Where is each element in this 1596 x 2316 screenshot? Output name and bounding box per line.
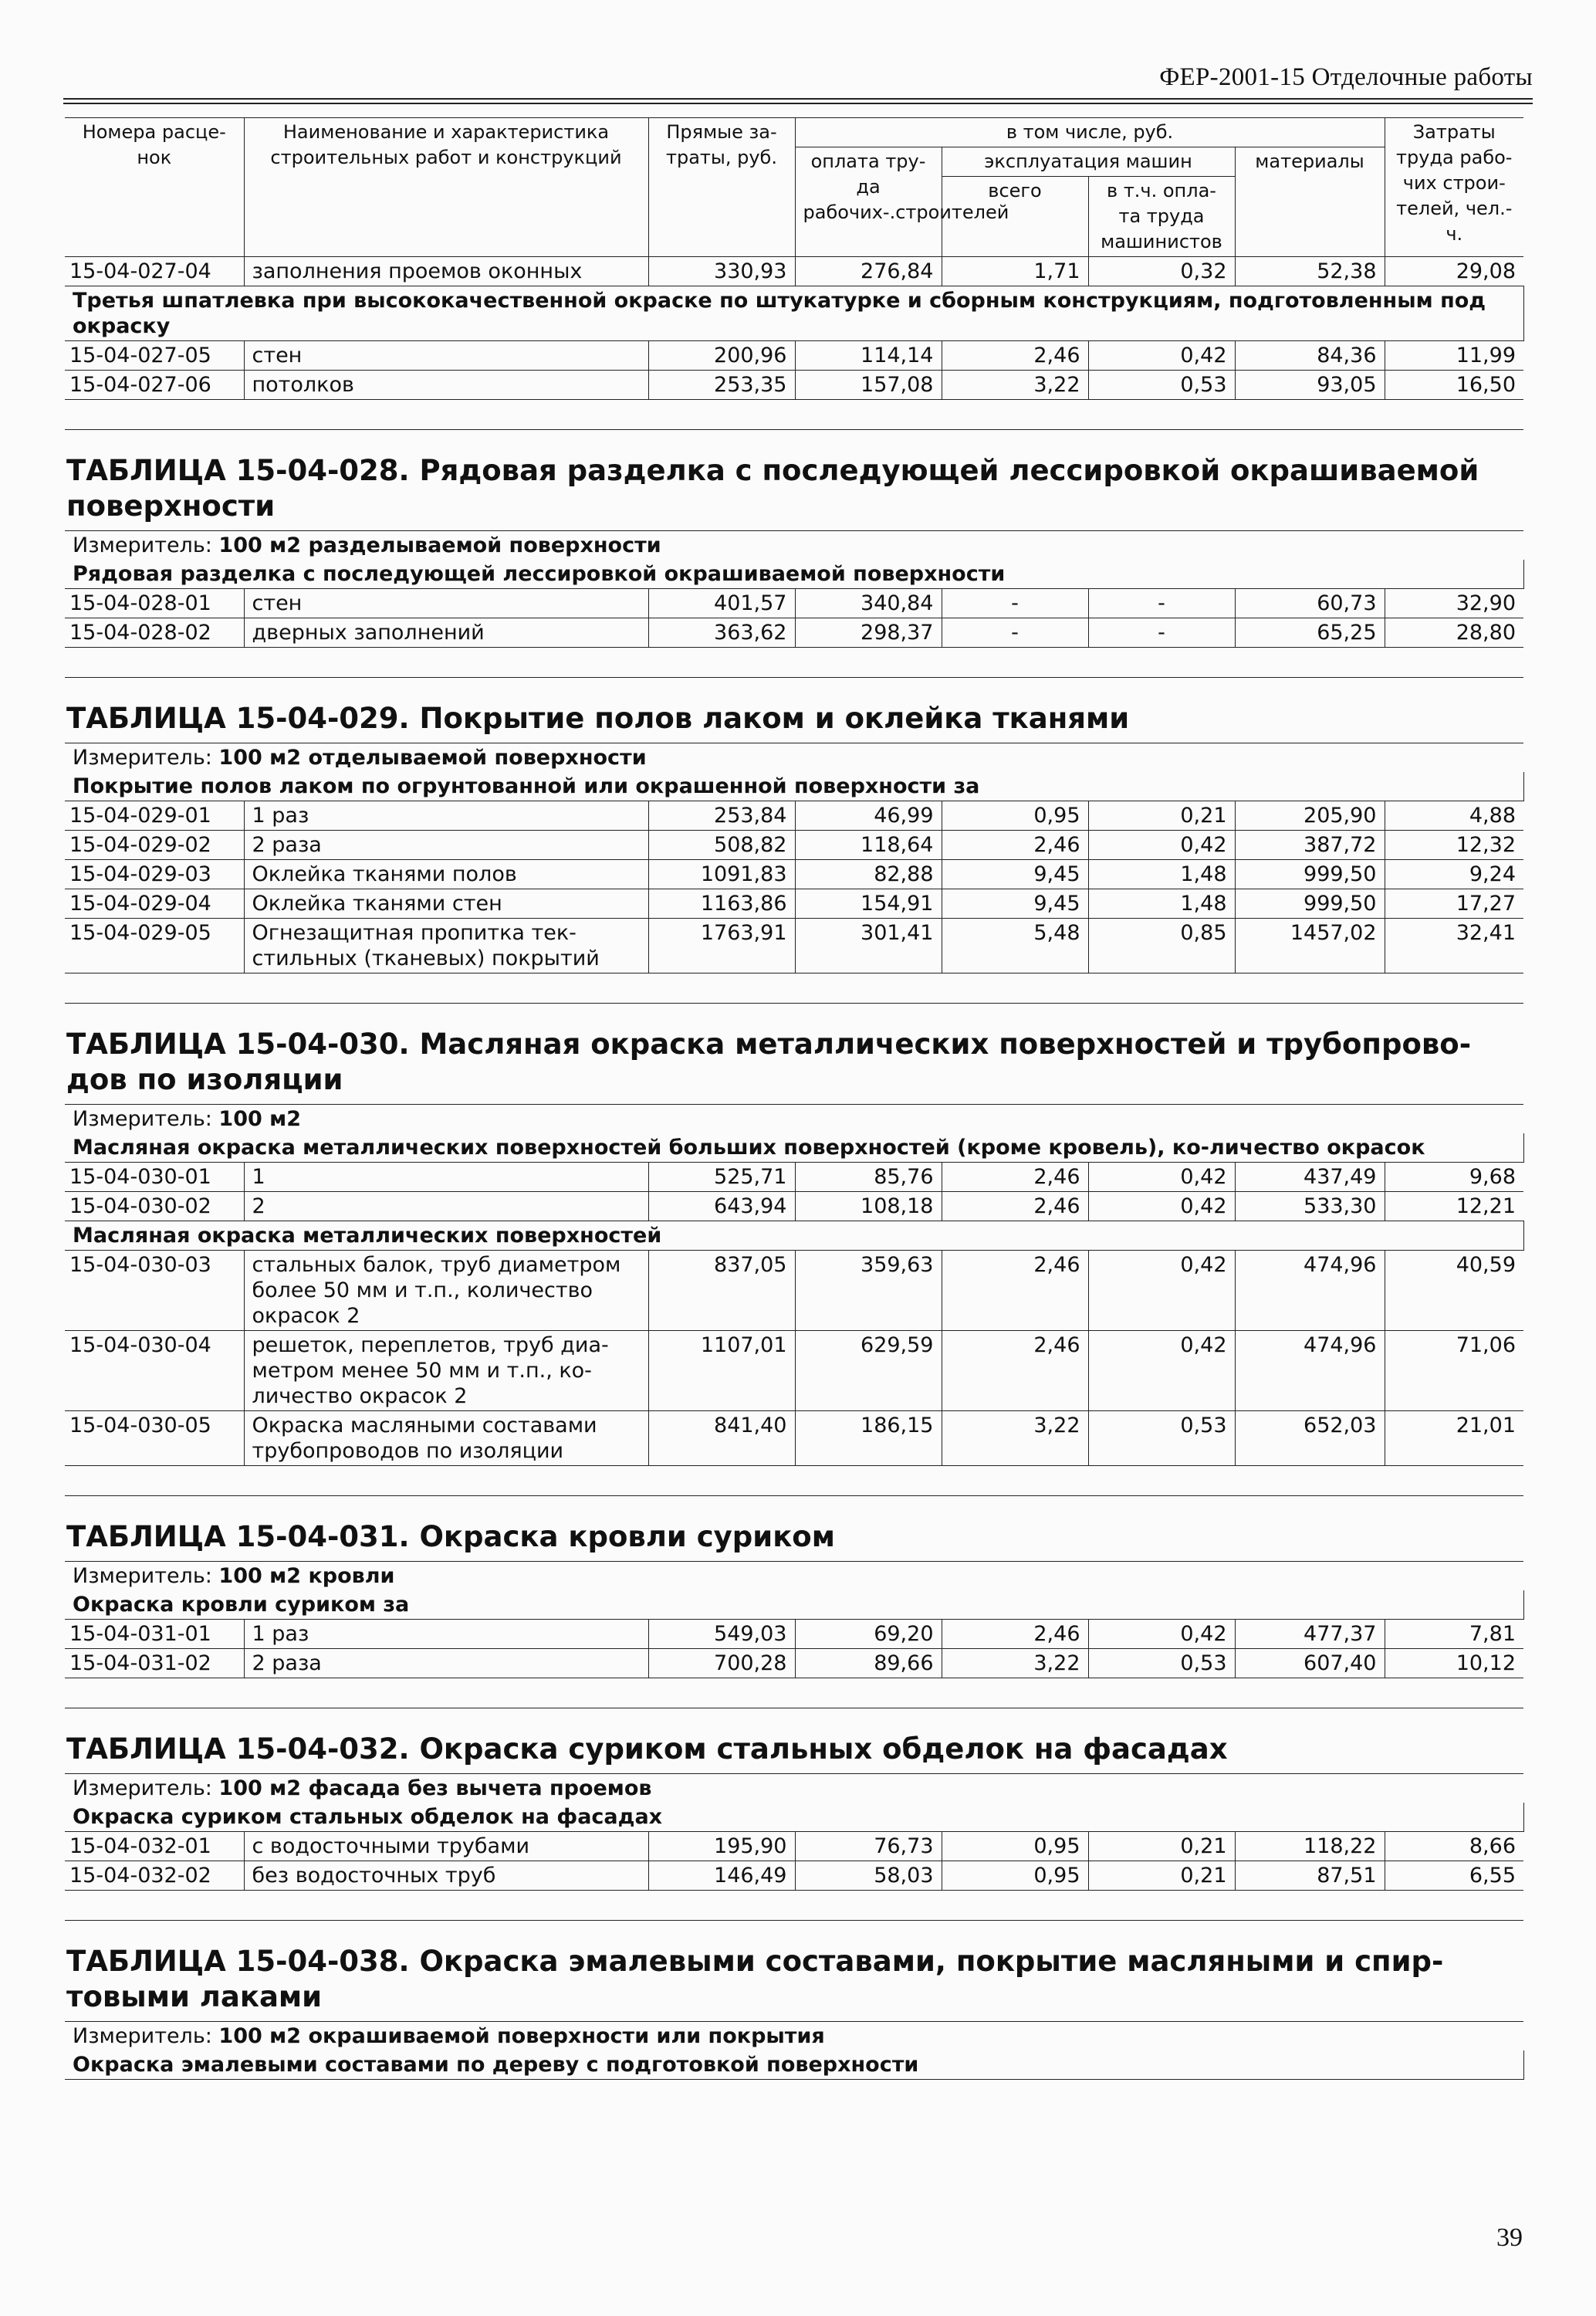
labor-hours: 29,08 <box>1385 257 1523 286</box>
header-rule <box>63 98 1533 100</box>
direct-cost: 508,82 <box>648 831 795 860</box>
work-name: 1 раз <box>244 801 648 831</box>
materials-cost: 474,96 <box>1235 1331 1385 1411</box>
rate-code: 15-04-030-03 <box>65 1251 244 1331</box>
materials-cost: 474,96 <box>1235 1251 1385 1331</box>
machine-cost: 9,45 <box>942 860 1088 889</box>
labor-pay: 76,73 <box>795 1832 942 1861</box>
direct-cost: 1163,86 <box>648 889 795 919</box>
labor-hours: 10,12 <box>1385 1649 1523 1678</box>
table-row <box>65 1861 1523 1891</box>
machinist-pay: - <box>1088 618 1235 648</box>
measure-value: 100 м2 кровли <box>218 1564 395 1588</box>
column-header-row <box>65 118 1523 147</box>
table-title: ТАБЛИЦА 15-04-029. Покрытие полов лаком и оклейка тканями <box>65 678 1523 743</box>
rate-code: 15-04-031-02 <box>65 1649 244 1678</box>
table-row <box>65 1192 1523 1221</box>
labor-pay: 69,20 <box>795 1620 942 1649</box>
machine-cost: 9,45 <box>942 889 1088 919</box>
direct-cost: 363,62 <box>648 618 795 648</box>
spacer-row <box>65 1891 1523 1921</box>
direct-cost: 253,35 <box>648 371 795 400</box>
running-head: ФЕР-2001-15 Отделочные работы <box>1159 63 1533 91</box>
measure-unit <box>65 743 1523 773</box>
rate-code: 15-04-029-05 <box>65 919 244 973</box>
table-row <box>65 889 1523 919</box>
machine-cost: 2,46 <box>942 1620 1088 1649</box>
labor-hours: 21,01 <box>1385 1411 1523 1466</box>
labor-pay: 89,66 <box>795 1649 942 1678</box>
header-direct-cost: Прямые за-траты, руб. <box>648 118 795 257</box>
labor-pay: 359,63 <box>795 1251 942 1331</box>
direct-cost: 200,96 <box>648 341 795 371</box>
labor-hours: 32,41 <box>1385 919 1523 973</box>
direct-cost: 401,57 <box>648 589 795 618</box>
spacer-row <box>65 1678 1523 1708</box>
direct-cost: 841,40 <box>648 1411 795 1466</box>
machine-cost: 2,46 <box>942 831 1088 860</box>
labor-pay: 154,91 <box>795 889 942 919</box>
work-name: решеток, переплетов, труб диа-метром менее 50 мм и т.п., ко-личество окрасок 2 <box>244 1331 648 1411</box>
materials-cost: 60,73 <box>1235 589 1385 618</box>
machinist-pay: 0,53 <box>1088 1649 1235 1678</box>
measure-unit <box>65 1562 1523 1591</box>
work-name: Огнезащитная пропитка тек-стильных (тканевых) покрытий <box>244 919 648 973</box>
table-title-row <box>65 430 1523 531</box>
work-name: дверных заполнений <box>244 618 648 648</box>
rate-code: 15-04-029-02 <box>65 831 244 860</box>
page-number: 39 <box>1496 2223 1523 2252</box>
machine-cost: - <box>942 618 1088 648</box>
table-row <box>65 831 1523 860</box>
machine-cost: 2,46 <box>942 341 1088 371</box>
rate-code: 15-04-030-04 <box>65 1331 244 1411</box>
labor-hours: 28,80 <box>1385 618 1523 648</box>
group-heading: Рядовая разделка с последующей лессировкой окрашиваемой поверхности <box>65 560 1523 589</box>
machine-cost: 0,95 <box>942 801 1088 831</box>
header-machines: эксплуатация машин <box>942 147 1235 177</box>
measure-row <box>65 743 1523 773</box>
machinist-pay: 0,42 <box>1088 831 1235 860</box>
machinist-pay: 0,42 <box>1088 1331 1235 1411</box>
machine-cost: 0,95 <box>942 1832 1088 1861</box>
header-code: Номера расце-нок <box>65 118 244 257</box>
materials-cost: 93,05 <box>1235 371 1385 400</box>
rate-code: 15-04-029-01 <box>65 801 244 831</box>
group-heading: Окраска кровли суриком за <box>65 1590 1523 1620</box>
work-name: стен <box>244 341 648 371</box>
table-row <box>65 1832 1523 1861</box>
table-title-row <box>65 1921 1523 2022</box>
labor-pay: 629,59 <box>795 1331 942 1411</box>
table-title: ТАБЛИЦА 15-04-031. Окраска кровли суриком <box>65 1496 1523 1562</box>
direct-cost: 700,28 <box>648 1649 795 1678</box>
machine-cost: - <box>942 589 1088 618</box>
measure-label: Измеритель: <box>73 1564 212 1588</box>
table-title: ТАБЛИЦА 15-04-038. Окраска эмалевыми составами, покрытие масляными и спир-товыми лаками <box>65 1921 1523 2022</box>
measure-value: 100 м2 фасада без вычета проемов <box>218 1776 652 1800</box>
machine-cost: 3,22 <box>942 1411 1088 1466</box>
measure-value: 100 м2 окрашиваемой поверхности или покрытия <box>218 2024 825 2048</box>
labor-hours: 7,81 <box>1385 1620 1523 1649</box>
table-title-row <box>65 1496 1523 1562</box>
measure-label: Измеритель: <box>73 1107 212 1131</box>
materials-cost: 477,37 <box>1235 1620 1385 1649</box>
materials-cost: 437,49 <box>1235 1163 1385 1192</box>
header-machinists-pay: в т.ч. опла-та труда машинистов <box>1088 177 1235 257</box>
machinist-pay: 0,53 <box>1088 1411 1235 1466</box>
table-title: ТАБЛИЦА 15-04-032. Окраска суриком стальных обделок на фасадах <box>65 1708 1523 1774</box>
direct-cost: 146,49 <box>648 1861 795 1891</box>
group-heading-row <box>65 560 1523 589</box>
measure-label: Измеритель: <box>73 2024 212 2048</box>
group-heading-row <box>65 1221 1523 1251</box>
work-name: 1 раз <box>244 1620 648 1649</box>
materials-cost: 65,25 <box>1235 618 1385 648</box>
machine-cost: 0,95 <box>942 1861 1088 1891</box>
machine-cost: 2,46 <box>942 1163 1088 1192</box>
group-heading: Масляная окраска металлических поверхностей <box>65 1221 1523 1251</box>
work-name: с водосточными трубами <box>244 1832 648 1861</box>
labor-hours: 16,50 <box>1385 371 1523 400</box>
labor-pay: 108,18 <box>795 1192 942 1221</box>
machinist-pay: 0,53 <box>1088 371 1235 400</box>
labor-hours: 32,90 <box>1385 589 1523 618</box>
group-heading: Покрытие полов лаком по огрунтованной или окрашенной поверхности за <box>65 772 1523 801</box>
machinist-pay: 0,42 <box>1088 1163 1235 1192</box>
group-heading: Масляная окраска металлических поверхностей больших поверхностей (кроме кровель), ко-личество окрасок <box>65 1133 1523 1163</box>
materials-cost: 87,51 <box>1235 1861 1385 1891</box>
group-heading-row <box>65 1590 1523 1620</box>
rate-code: 15-04-028-01 <box>65 589 244 618</box>
table-title-row <box>65 678 1523 743</box>
machinist-pay: 0,21 <box>1088 1832 1235 1861</box>
table-title: ТАБЛИЦА 15-04-028. Рядовая разделка с последующей лессировкой окрашиваемой поверхности <box>65 430 1523 531</box>
measure-row <box>65 2022 1523 2051</box>
work-name: 2 раза <box>244 831 648 860</box>
machinist-pay: 0,32 <box>1088 257 1235 286</box>
machine-cost: 5,48 <box>942 919 1088 973</box>
labor-pay: 85,76 <box>795 1163 942 1192</box>
table-row <box>65 1649 1523 1678</box>
rate-code: 15-04-027-04 <box>65 257 244 286</box>
labor-pay: 157,08 <box>795 371 942 400</box>
machinist-pay: 0,42 <box>1088 1192 1235 1221</box>
table-row <box>65 257 1523 286</box>
measure-value: 100 м2 разделываемой поверхности <box>218 533 661 557</box>
labor-hours: 71,06 <box>1385 1331 1523 1411</box>
materials-cost: 84,36 <box>1235 341 1385 371</box>
price-table <box>65 117 1524 2080</box>
work-name: Оклейка тканями полов <box>244 860 648 889</box>
header-including: в том числе, руб. <box>795 118 1385 147</box>
labor-pay: 298,37 <box>795 618 942 648</box>
table-row <box>65 801 1523 831</box>
header-rule <box>63 103 1533 104</box>
machinist-pay: 0,85 <box>1088 919 1235 973</box>
materials-cost: 607,40 <box>1235 1649 1385 1678</box>
labor-pay: 58,03 <box>795 1861 942 1891</box>
rate-code: 15-04-027-05 <box>65 341 244 371</box>
labor-pay: 46,99 <box>795 801 942 831</box>
labor-pay: 82,88 <box>795 860 942 889</box>
spacer-row <box>65 400 1523 430</box>
spacer-row <box>65 648 1523 678</box>
rate-code: 15-04-027-06 <box>65 371 244 400</box>
group-heading-row <box>65 2050 1523 2080</box>
labor-pay: 340,84 <box>795 589 942 618</box>
machinist-pay: - <box>1088 589 1235 618</box>
table-row <box>65 919 1523 973</box>
header-name: Наименование и характеристика строительных работ и конструкций <box>244 118 648 257</box>
machinist-pay: 0,42 <box>1088 341 1235 371</box>
rate-code: 15-04-028-02 <box>65 618 244 648</box>
direct-cost: 1091,83 <box>648 860 795 889</box>
measure-row <box>65 1105 1523 1134</box>
group-heading-row <box>65 286 1523 341</box>
materials-cost: 999,50 <box>1235 860 1385 889</box>
machine-cost: 3,22 <box>942 371 1088 400</box>
measure-label: Измеритель: <box>73 746 212 770</box>
direct-cost: 195,90 <box>648 1832 795 1861</box>
measure-row <box>65 1774 1523 1803</box>
direct-cost: 549,03 <box>648 1620 795 1649</box>
measure-label: Измеритель: <box>73 533 212 557</box>
machinist-pay: 1,48 <box>1088 889 1235 919</box>
measure-value: 100 м2 отделываемой поверхности <box>218 746 647 770</box>
labor-hours: 6,55 <box>1385 1861 1523 1891</box>
rate-code: 15-04-030-01 <box>65 1163 244 1192</box>
table-row <box>65 1620 1523 1649</box>
direct-cost: 837,05 <box>648 1251 795 1331</box>
rate-code: 15-04-031-01 <box>65 1620 244 1649</box>
direct-cost: 1107,01 <box>648 1331 795 1411</box>
rate-code: 15-04-029-03 <box>65 860 244 889</box>
materials-cost: 1457,02 <box>1235 919 1385 973</box>
labor-hours: 40,59 <box>1385 1251 1523 1331</box>
labor-pay: 114,14 <box>795 341 942 371</box>
machinist-pay: 0,42 <box>1088 1251 1235 1331</box>
rate-code: 15-04-030-05 <box>65 1411 244 1466</box>
work-name: 2 <box>244 1192 648 1221</box>
labor-hours: 12,32 <box>1385 831 1523 860</box>
price-table-page <box>65 117 1523 2080</box>
rate-code: 15-04-032-01 <box>65 1832 244 1861</box>
measure-row <box>65 1562 1523 1591</box>
spacer-row <box>65 973 1523 1004</box>
group-heading-row <box>65 1803 1523 1832</box>
group-heading: Окраска суриком стальных обделок на фасадах <box>65 1803 1523 1832</box>
work-name: потолков <box>244 371 648 400</box>
table-row <box>65 1331 1523 1411</box>
labor-hours: 11,99 <box>1385 341 1523 371</box>
measure-unit <box>65 1774 1523 1803</box>
materials-cost: 205,90 <box>1235 801 1385 831</box>
table-row <box>65 618 1523 648</box>
table-row <box>65 860 1523 889</box>
labor-pay: 118,64 <box>795 831 942 860</box>
table-row <box>65 371 1523 400</box>
work-name: стен <box>244 589 648 618</box>
rate-code: 15-04-032-02 <box>65 1861 244 1891</box>
spacer-row <box>65 1466 1523 1496</box>
labor-hours: 4,88 <box>1385 801 1523 831</box>
labor-pay: 186,15 <box>795 1411 942 1466</box>
direct-cost: 643,94 <box>648 1192 795 1221</box>
labor-pay: 301,41 <box>795 919 942 973</box>
machinist-pay: 0,21 <box>1088 801 1235 831</box>
work-name: 2 раза <box>244 1649 648 1678</box>
work-name: Оклейка тканями стен <box>244 889 648 919</box>
header-labor-cost: Затраты труда рабо-чих строи-телей, чел.-ч. <box>1385 118 1523 257</box>
table-row <box>65 1251 1523 1331</box>
materials-cost: 52,38 <box>1235 257 1385 286</box>
labor-pay: 276,84 <box>795 257 942 286</box>
direct-cost: 525,71 <box>648 1163 795 1192</box>
work-name: 1 <box>244 1163 648 1192</box>
machine-cost: 3,22 <box>942 1649 1088 1678</box>
labor-hours: 9,68 <box>1385 1163 1523 1192</box>
machinist-pay: 0,21 <box>1088 1861 1235 1891</box>
machinist-pay: 1,48 <box>1088 860 1235 889</box>
table-title-row <box>65 1708 1523 1774</box>
table-row <box>65 1163 1523 1192</box>
direct-cost: 330,93 <box>648 257 795 286</box>
rate-code: 15-04-029-04 <box>65 889 244 919</box>
work-name: Окраска масляными составами трубопроводов по изоляции <box>244 1411 648 1466</box>
work-name: заполнения проемов оконных <box>244 257 648 286</box>
measure-row <box>65 531 1523 560</box>
labor-hours: 12,21 <box>1385 1192 1523 1221</box>
table-row <box>65 1411 1523 1466</box>
table-row <box>65 341 1523 371</box>
machine-cost: 2,46 <box>942 1251 1088 1331</box>
labor-hours: 8,66 <box>1385 1832 1523 1861</box>
materials-cost: 533,30 <box>1235 1192 1385 1221</box>
group-heading: Третья шпатлевка при высококачественной окраске по штукатурке и сборным конструкциям, подготовленным под окраску <box>65 286 1523 341</box>
table-row <box>65 589 1523 618</box>
machine-cost: 2,46 <box>942 1192 1088 1221</box>
table-title: ТАБЛИЦА 15-04-030. Масляная окраска металлических поверхностей и трубопрово-дов по изоляции <box>65 1004 1523 1105</box>
measure-unit <box>65 531 1523 560</box>
direct-cost: 1763,91 <box>648 919 795 973</box>
measure-label: Измеритель: <box>73 1776 212 1800</box>
machinist-pay: 0,42 <box>1088 1620 1235 1649</box>
materials-cost: 652,03 <box>1235 1411 1385 1466</box>
labor-hours: 17,27 <box>1385 889 1523 919</box>
header-materials: материалы <box>1235 147 1385 257</box>
work-name: без водосточных труб <box>244 1861 648 1891</box>
header-machines-total: всего <box>942 177 1088 257</box>
materials-cost: 999,50 <box>1235 889 1385 919</box>
measure-unit <box>65 2022 1523 2051</box>
direct-cost: 253,84 <box>648 801 795 831</box>
machine-cost: 2,46 <box>942 1331 1088 1411</box>
rate-code: 15-04-030-02 <box>65 1192 244 1221</box>
materials-cost: 118,22 <box>1235 1832 1385 1861</box>
group-heading-row <box>65 772 1523 801</box>
work-name: стальных балок, труб диаметром более 50 мм и т.п., количество окрасок 2 <box>244 1251 648 1331</box>
machine-cost: 1,71 <box>942 257 1088 286</box>
group-heading-row <box>65 1133 1523 1163</box>
materials-cost: 387,72 <box>1235 831 1385 860</box>
group-heading: Окраска эмалевыми составами по дереву с подготовкой поверхности <box>65 2050 1523 2080</box>
measure-unit <box>65 1105 1523 1134</box>
labor-hours: 9,24 <box>1385 860 1523 889</box>
header-labor-pay: оплата тру-да рабочих-.строителей <box>795 147 942 257</box>
table-title-row <box>65 1004 1523 1105</box>
measure-value: 100 м2 <box>218 1107 302 1131</box>
